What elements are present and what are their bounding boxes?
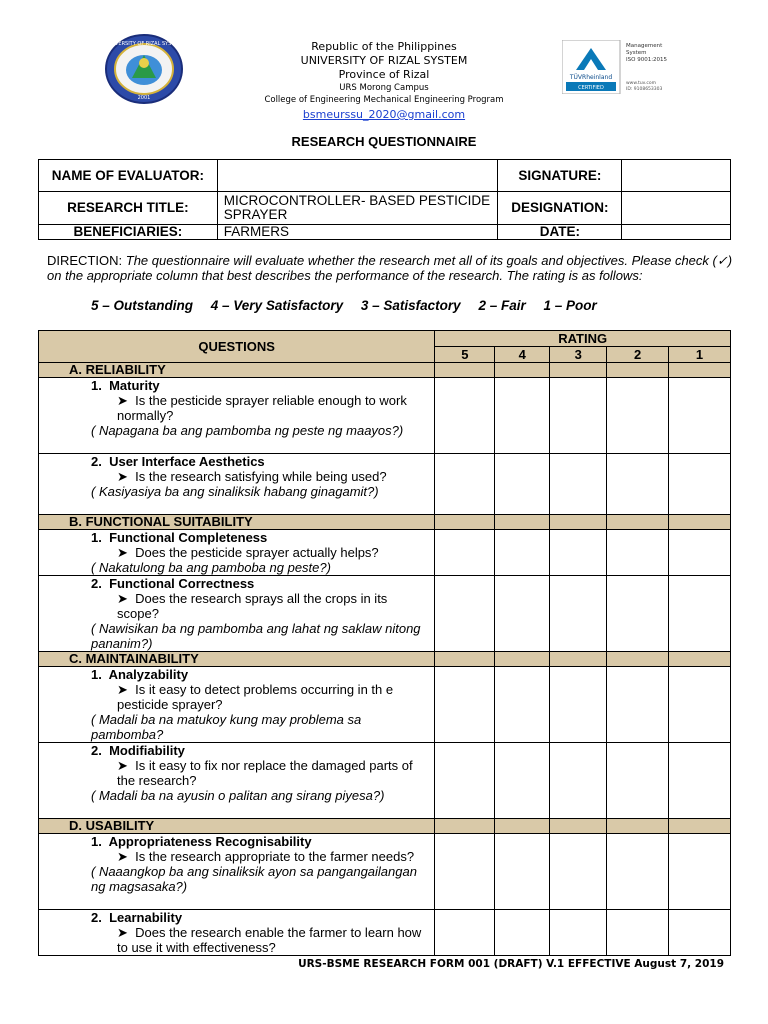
question-text: Does the research sprays all the crops in its scope? [117,591,388,621]
section-rating-cell [550,652,607,667]
cert-line2: System [626,50,647,56]
arrow-bullet-icon: ➤ [117,682,128,697]
rating-checkbox-cell[interactable] [550,576,607,652]
direction-label: DIRECTION: [47,253,123,268]
rating-checkbox-cell[interactable] [495,530,550,576]
question-row [39,910,731,956]
criterion-name: Functional Correctness [109,576,255,591]
designation-label: DESIGNATION: [498,192,622,225]
section-row [39,515,731,530]
direction-paragraph [47,253,737,283]
arrow-bullet-icon: ➤ [117,758,128,773]
seal-text: UNIVERSITY OF RIZAL SYSTEM [106,41,182,47]
section-rating-cell [669,363,731,378]
section-rating-cell [607,515,669,530]
criterion-name: Modifiability [109,743,185,758]
section-rating-cell [550,515,607,530]
rating-checkbox-cell[interactable] [435,834,495,910]
section-rating-cell [607,652,669,667]
question-text: Does the pesticide sprayer actually helps? [135,545,379,560]
beneficiaries-value: FARMERS [217,225,498,240]
question-cell [39,576,435,652]
rating-checkbox-cell[interactable] [607,910,669,956]
research-title-label: RESEARCH TITLE: [39,192,218,225]
header-republic: Republic of the Philippines [311,40,457,53]
section-rating-cell [495,363,550,378]
arrow-bullet-icon: ➤ [117,469,128,484]
rating-checkbox-cell[interactable] [550,454,607,515]
rating-checkbox-cell[interactable] [495,834,550,910]
criterion-title [91,910,430,925]
rating-checkbox-cell[interactable] [669,530,731,576]
criterion-number: 1. [91,834,102,849]
rating-checkbox-cell[interactable] [669,743,731,819]
scale-5: 5 – Outstanding [91,298,194,313]
section-rating-cell [495,819,550,834]
university-seal-logo [104,33,184,105]
header-campus: URS Morong Campus [339,83,429,93]
rating-checkbox-cell[interactable] [669,910,731,956]
arrow-bullet-icon: ➤ [117,591,128,606]
question-text-block [91,591,430,621]
question-text: Is the pesticide sprayer reliable enough to work normally? [117,393,407,423]
date-label: DATE: [498,225,622,240]
question-text-block [91,758,430,788]
section-rating-cell [495,652,550,667]
cert-label: CERTIFIED [578,85,604,91]
criterion-number: 1. [91,378,102,393]
rating-checkbox-cell[interactable] [669,834,731,910]
criterion-number: 2. [91,910,102,925]
header-university: UNIVERSITY OF RIZAL SYSTEM [300,54,468,67]
section-rating-cell [550,363,607,378]
question-cell [39,834,435,910]
question-text-block [91,393,430,423]
rating-checkbox-cell[interactable] [550,667,607,743]
question-cell [39,910,435,956]
rating-checkbox-cell[interactable] [435,743,495,819]
page-title: RESEARCH QUESTIONNAIRE [291,134,477,149]
question-translation: ( Madali ba na matukoy kung may problema sa pambomba? [91,712,362,742]
header-email-link[interactable]: bsmeurssu_2020@gmail.com [302,108,466,121]
header-province: Province of Rizal [338,68,430,81]
rating-checkbox-cell[interactable] [550,910,607,956]
arrow-bullet-icon: ➤ [117,849,128,864]
rating-checkbox-cell[interactable] [495,910,550,956]
question-row [39,454,731,515]
rating-header: RATING [435,331,731,347]
research-title-value: MICROCONTROLLER- BASED PESTICIDE SPRAYER [217,192,498,225]
question-text: Is the research appropriate to the farmer needs? [135,849,415,864]
questionnaire-table [38,330,731,956]
rating-checkbox-cell[interactable] [435,454,495,515]
rating-checkbox-cell[interactable] [669,378,731,454]
section-rating-cell [669,515,731,530]
question-text: Is it easy to fix nor replace the damaged parts of the research? [117,758,413,788]
criterion-title [91,576,430,591]
scale-3: 3 – Satisfactory [360,298,461,313]
question-row [39,667,731,743]
question-cell [39,530,435,576]
section-rating-cell [435,515,495,530]
criterion-number: 1. [91,667,102,682]
designation-field[interactable] [622,192,731,225]
question-cell [39,378,435,454]
rating-checkbox-cell[interactable] [607,454,669,515]
signature-field[interactable] [622,160,731,192]
direction-text: The questionnaire will evaluate whether the research met all of its goals and objectives. Please check (✓) on the appropriate column that best describes the performance of the research. The rating is as follows: [47,253,733,283]
section-rating-cell [435,652,495,667]
section-rating-cell [607,819,669,834]
question-translation: ( Naaangkop ba ang sinaliksik ayon sa pangangailangan ng magsasaka?) [91,864,417,894]
seal-year: 2001 [137,95,151,101]
section-rating-cell [607,363,669,378]
scale-2: 2 – Fair [478,298,526,313]
question-translation: ( Napagana ba ang pambomba ng peste ng maayos?) [91,423,404,438]
criterion-number: 2. [91,454,102,469]
criterion-name: Appropriateness Recognisability [108,834,312,849]
rating-checkbox-cell[interactable] [495,743,550,819]
rating-checkbox-cell[interactable] [607,667,669,743]
criterion-title [91,378,430,393]
rating-checkbox-cell[interactable] [550,378,607,454]
question-row [39,530,731,576]
section-title: C. MAINTAINABILITY [39,652,435,667]
criterion-name: Analyzability [108,667,189,682]
section-title: A. RELIABILITY [39,363,435,378]
rating-checkbox-cell[interactable] [495,454,550,515]
criterion-name: Maturity [109,378,160,393]
rating-checkbox-cell[interactable] [607,378,669,454]
rating-col-4: 4 [495,347,550,363]
question-text-block [91,849,430,864]
criterion-number: 2. [91,743,102,758]
criterion-number: 2. [91,576,102,591]
rating-checkbox-cell[interactable] [435,530,495,576]
question-translation: ( Nawisikan ba ng pambomba ang lahat ng saklaw nitong pananim?) [91,621,421,651]
section-rating-cell [669,652,731,667]
criterion-name: Learnability [109,910,183,925]
criterion-title [91,530,430,545]
rating-checkbox-cell[interactable] [435,378,495,454]
criterion-title [91,667,430,682]
question-translation: ( Kasiyasiya ba ang sinaliksik habang ginagamit?) [91,484,379,499]
criterion-number: 1. [91,530,102,545]
arrow-bullet-icon: ➤ [117,925,128,940]
rating-checkbox-cell[interactable] [550,743,607,819]
section-row [39,363,731,378]
rating-checkbox-cell[interactable] [550,834,607,910]
arrow-bullet-icon: ➤ [117,545,128,560]
rating-checkbox-cell[interactable] [607,834,669,910]
question-cell [39,667,435,743]
question-text: Does the research enable the farmer to learn how to use it with effectiveness? [117,925,422,955]
cert-line1: Management [626,43,663,49]
question-text-block [91,682,430,712]
criterion-name: User Interface Aesthetics [109,454,265,469]
arrow-bullet-icon: ➤ [117,393,128,408]
rating-col-2: 2 [607,347,669,363]
rating-checkbox-cell[interactable] [435,667,495,743]
cert-url: www.tuv.com [626,81,657,86]
question-text: Is it easy to detect problems occurring in th e pesticide sprayer? [117,682,394,712]
question-text-block [91,925,430,955]
scale-4: 4 – Very Satisfactory [210,298,344,313]
section-rating-cell [550,819,607,834]
question-translation: ( Madali ba na ayusin o palitan ang sirang piyesa?) [91,788,385,803]
question-row [39,576,731,652]
rating-scale [91,298,611,313]
name-of-evaluator-field[interactable] [217,160,498,192]
rating-checkbox-cell[interactable] [669,454,731,515]
scale-1: 1 – Poor [543,298,597,313]
header-college: College of Engineering Mechanical Engineering Program [264,95,504,105]
rating-col-1: 1 [669,347,731,363]
name-of-evaluator-label: NAME OF EVALUATOR: [39,160,218,192]
cert-id: ID: 9108653303 [626,87,663,92]
questions-header: QUESTIONS [39,331,435,363]
iso-certification-badge [562,40,682,94]
form-footer: URS-BSME RESEARCH FORM 001 (DRAFT) V.1 EFFECTIVE August 7, 2019 [298,958,724,970]
section-row [39,819,731,834]
question-row [39,378,731,454]
rating-checkbox-cell[interactable] [435,910,495,956]
question-text-block [91,469,430,484]
rating-checkbox-cell[interactable] [495,576,550,652]
section-rating-cell [669,819,731,834]
rating-checkbox-cell[interactable] [550,530,607,576]
section-rating-cell [435,819,495,834]
evaluator-info-table [38,159,731,240]
signature-label: SIGNATURE: [498,160,622,192]
rating-checkbox-cell[interactable] [607,530,669,576]
rating-checkbox-cell[interactable] [435,576,495,652]
question-row [39,834,731,910]
question-text-block [91,545,430,560]
section-rating-cell [495,515,550,530]
section-row [39,652,731,667]
question-cell [39,743,435,819]
beneficiaries-label: BENEFICIARIES: [39,225,218,240]
rating-checkbox-cell[interactable] [495,667,550,743]
criterion-title [91,743,430,758]
rating-checkbox-cell[interactable] [669,667,731,743]
cert-brand: TÜVRheinland [569,74,613,81]
rating-checkbox-cell[interactable] [669,576,731,652]
rating-checkbox-cell[interactable] [607,743,669,819]
question-translation: ( Nakatulong ba ang pamboba ng peste?) [91,560,331,575]
rating-col-3: 3 [550,347,607,363]
section-title: B. FUNCTIONAL SUITABILITY [39,515,435,530]
cert-line3: ISO 9001:2015 [626,57,668,63]
criterion-name: Functional Completeness [109,530,268,545]
question-cell [39,454,435,515]
section-title: D. USABILITY [39,819,435,834]
date-field[interactable] [622,225,731,240]
rating-checkbox-cell[interactable] [495,378,550,454]
rating-checkbox-cell[interactable] [607,576,669,652]
criterion-title [91,454,430,469]
section-rating-cell [435,363,495,378]
question-row [39,743,731,819]
question-text: Is the research satisfying while being used? [135,469,387,484]
criterion-title [91,834,430,849]
rating-col-5: 5 [435,347,495,363]
